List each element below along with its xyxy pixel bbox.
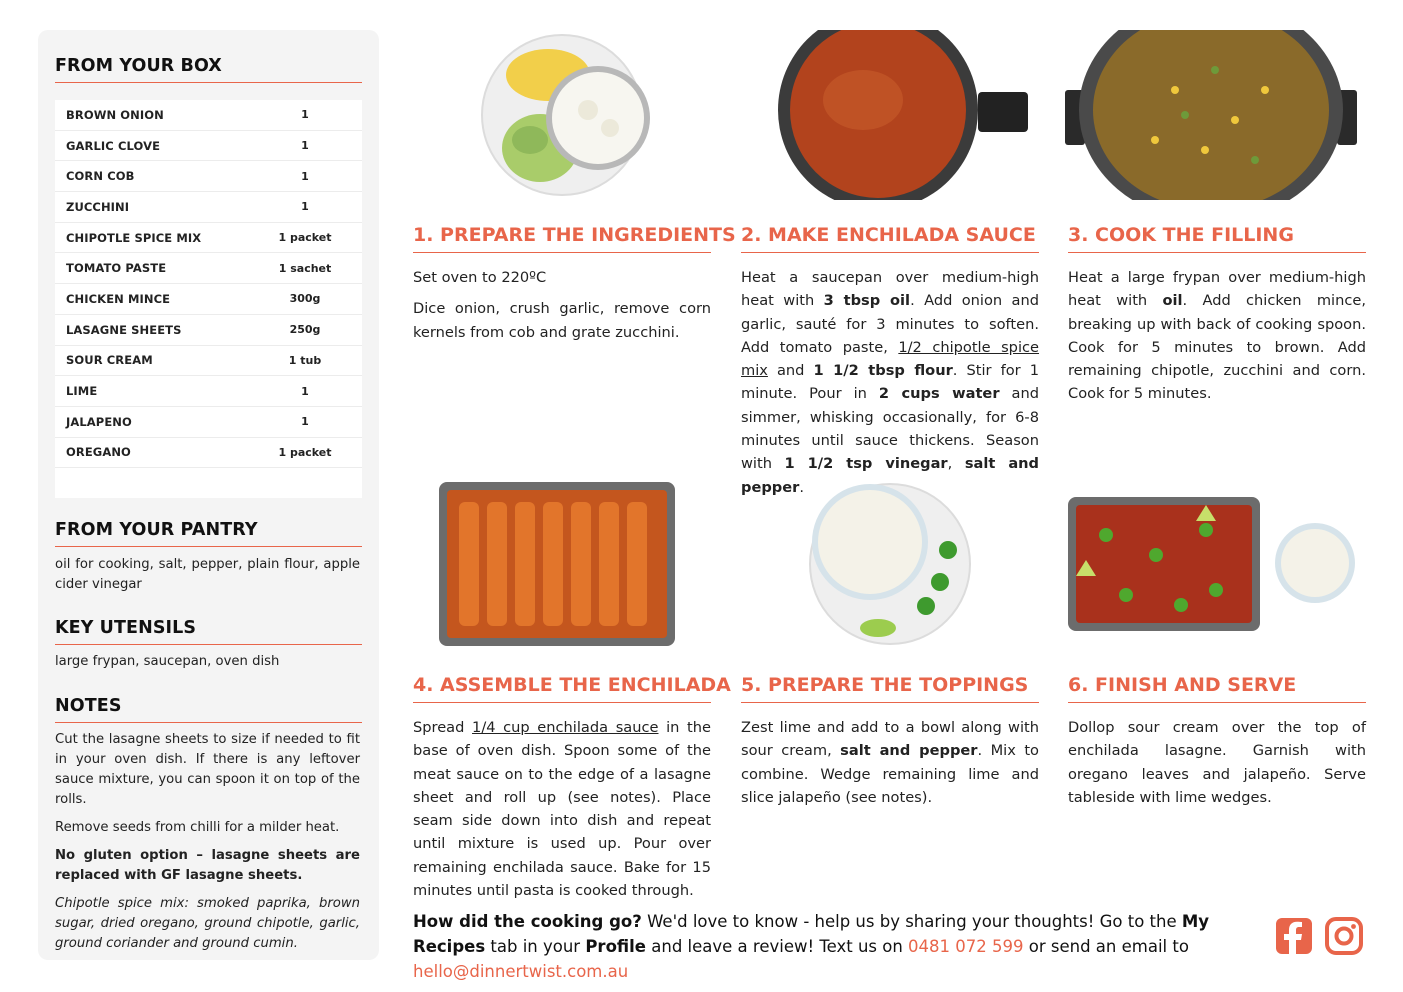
ingredient-quantity: 1 packet — [278, 231, 332, 245]
enchilada-sauce-link: 1/4 cup enchilada sauce — [472, 719, 659, 736]
ingredient-name: CHICKEN MINCE — [66, 291, 171, 306]
ingredient-name: LASAGNE SHEETS — [66, 322, 182, 337]
ingredient-quantity: 1 sachet — [278, 261, 332, 275]
pantry-text: oil for cooking, salt, pepper, plain flour, apple cider vinegar — [55, 557, 360, 592]
ingredient-name: SOUR CREAM — [66, 353, 153, 368]
box-ingredient-row — [55, 315, 362, 346]
step-2-title: 2. MAKE ENCHILADA SAUCE — [741, 224, 1039, 253]
box-ingredient-row — [55, 346, 362, 377]
ingredient-quantity: 1 tub — [288, 353, 322, 367]
prepared-ingredients-image — [470, 30, 660, 200]
box-ingredient-row — [55, 223, 362, 254]
from-your-box-title: FROM YOUR BOX — [55, 56, 362, 83]
notes-body — [55, 730, 360, 962]
box-ingredient-row — [55, 131, 362, 162]
ingredient-quantity: 1 — [301, 200, 309, 214]
step-6-body: Dollop sour cream over the top of enchilada lasagne. Garnish with oregano leaves and jalapeño. Serve tableside with lime wedges. — [1068, 719, 1366, 806]
step-5-body: Zest lime and add to a bowl along with sour cream, salt and pepper. Mix to combine. Wedge remaining lime and slice jalapeño (see notes). — [741, 719, 1039, 806]
ingredient-quantity: 250g — [289, 323, 321, 337]
ingredient-name: CORN COB — [66, 169, 135, 184]
step-1-body — [413, 266, 711, 352]
box-ingredient-row — [55, 407, 362, 438]
ingredient-quantity: 1 — [301, 384, 309, 398]
from-your-pantry-title: FROM YOUR PANTRY — [55, 520, 362, 547]
sidebar — [38, 30, 379, 960]
ingredient-name: TOMATO PASTE — [66, 261, 167, 276]
step-4-title: 4. ASSEMBLE THE ENCHILADA — [413, 674, 711, 703]
box-ingredient-row — [55, 192, 362, 223]
ingredient-quantity: 1 — [301, 108, 309, 122]
assembled-enchilada-image — [437, 480, 677, 648]
enchilada-sauce-image — [778, 30, 1030, 200]
ingredient-quantity: 1 packet — [278, 445, 332, 459]
phone-link[interactable]: 0481 072 599 — [908, 937, 1024, 956]
chipotle-spice-link: 1/2 chipotle spice mix — [741, 338, 1040, 380]
email-link[interactable]: hello@dinnertwist.com.au — [413, 962, 629, 981]
step-1-oven-temp: Set oven to 220ºC — [413, 269, 547, 286]
ingredient-name: CHIPOTLE SPICE MIX — [66, 230, 202, 245]
step-5-title: 5. PREPARE THE TOPPINGS — [741, 674, 1039, 703]
facebook-icon[interactable] — [1275, 917, 1313, 955]
box-ingredient-row — [55, 438, 362, 469]
note-cut-sheets: Cut the lasagne sheets to size if needed to fit in your oven dish. If there is any leftover sauce mixture, you can spoon it on top of the rolls. — [55, 732, 360, 807]
step-1-instructions: Dice onion, crush garlic, remove corn kernels from cob and grate zucchini. — [413, 300, 711, 341]
cooked-filling-image — [1065, 30, 1357, 200]
ingredient-name: ZUCCHINI — [66, 199, 130, 214]
box-ingredients-table — [55, 100, 362, 498]
box-ingredient-row — [55, 161, 362, 192]
key-utensils-title: KEY UTENSILS — [55, 618, 362, 645]
step-4-body: Spread 1/4 cup enchilada sauce in the base of oven dish. Spoon some of the meat sauce on to the edge of a lasagne sheet and roll up (see notes). Place seam side down into dish and repeat until mixture is used up. Pour over remaining enchilada sauce. Bake for 15 minutes until pasta is cooked through. — [413, 719, 712, 900]
box-ingredient-row — [55, 376, 362, 407]
box-ingredient-row — [55, 284, 362, 315]
ingredient-quantity: 300g — [289, 292, 321, 306]
ingredient-name: BROWN ONION — [66, 107, 164, 122]
note-spice-mix: Chipotle spice mix: smoked paprika, brown sugar, dried oregano, ground chipotle, garlic, ground coriander and ground cumin. — [55, 896, 360, 951]
utensils-text: large frypan, saucepan, oven dish — [55, 654, 280, 669]
ingredient-quantity: 1 — [301, 415, 309, 429]
note-gluten: No gluten option – lasagne sheets are replaced with GF lasagne sheets. — [55, 848, 360, 883]
ingredient-name: OREGANO — [66, 445, 131, 460]
step-2-body: Heat a saucepan over medium-high heat with 3 tbsp oil. Add onion and garlic, sauté for 3 minutes to soften. Add tomato paste, 1/2 chipotle spice mix and 1 1/2 tbsp flour. Stir for 1 minute. Pour in 2 cups water and simmer, whisking occasionally, for 6-8 minutes until sauce thickens. Season with 1 1/2 tsp vinegar, salt and pepper. — [741, 269, 1040, 496]
step-6-title: 6. FINISH AND SERVE — [1068, 674, 1366, 703]
ingredient-name: LIME — [66, 384, 98, 399]
instagram-icon[interactable] — [1325, 917, 1363, 955]
ingredient-name: JALAPENO — [66, 414, 132, 429]
finished-dish-image — [1066, 495, 1358, 635]
step-1-title: 1. PREPARE THE INGREDIENTS — [413, 224, 711, 253]
notes-title: NOTES — [55, 696, 362, 723]
step-3-body: Heat a large frypan over medium-high heat with oil. Add chicken mince, breaking up with back of cooking spoon. Cook for 5 minutes to brown. Add remaining chipotle, zucchini and corn. Cook for 5 minutes. — [1068, 269, 1367, 403]
feedback-footer: How did the cooking go? We'd love to know - help us by sharing your thoughts! Go to the My Recipes tab in your Profile and leave a review! Text us on 0481 072 599 or send an email to hello@dinnertwist.com.au — [413, 912, 1210, 981]
step-3-title: 3. COOK THE FILLING — [1068, 224, 1366, 253]
ingredient-quantity: 1 — [301, 139, 309, 153]
ingredient-quantity: 1 — [301, 169, 309, 183]
ingredient-name: GARLIC CLOVE — [66, 138, 161, 153]
box-ingredient-row — [55, 100, 362, 131]
note-seeds: Remove seeds from chilli for a milder heat. — [55, 820, 340, 835]
box-ingredient-row — [55, 253, 362, 284]
